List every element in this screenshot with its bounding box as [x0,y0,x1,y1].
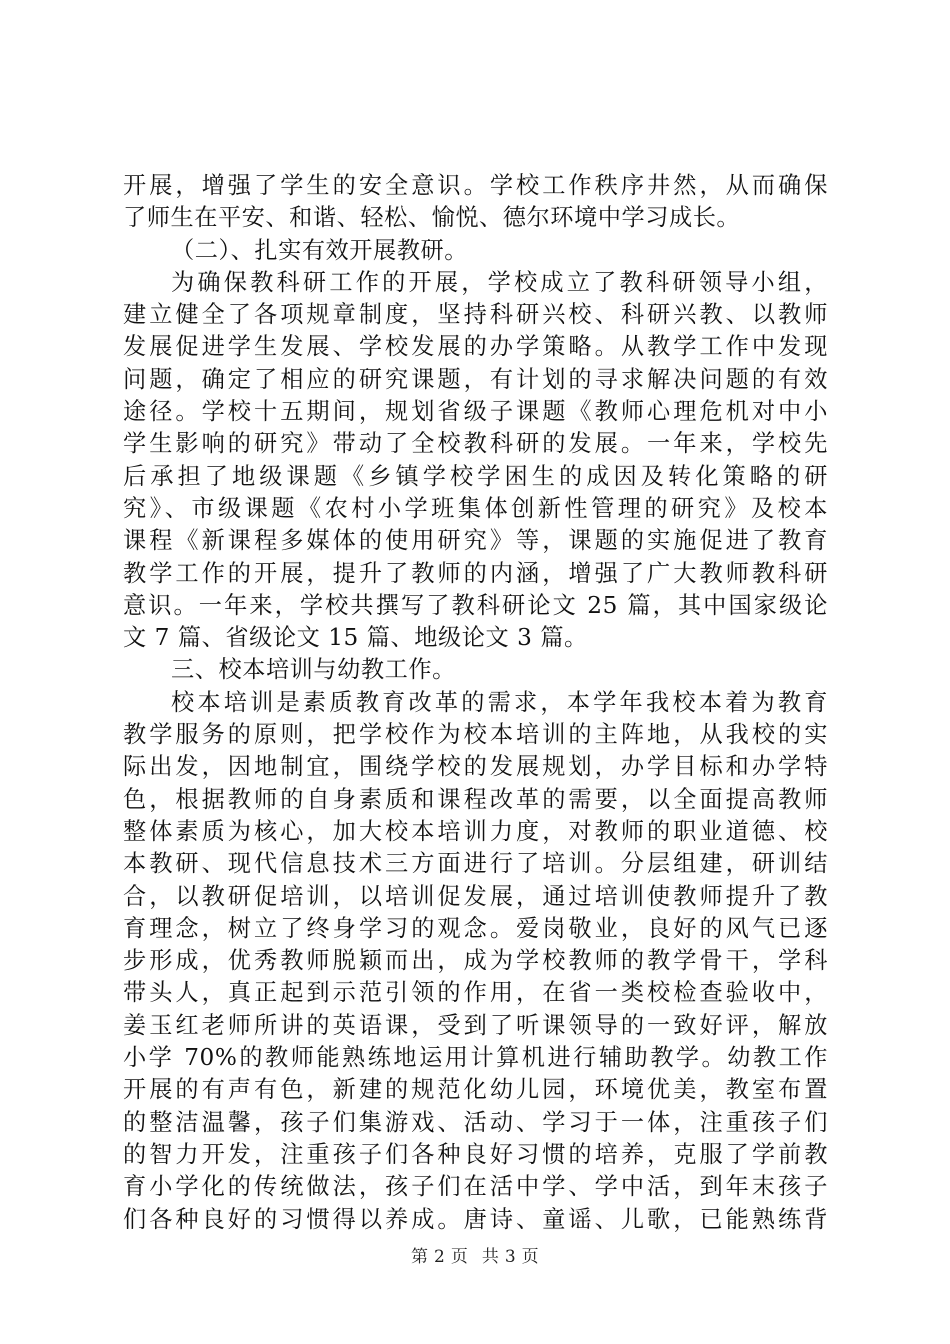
text-line: 整体素质为核心，加大校本培训力度，对教师的职业道德、校 [123,817,828,845]
text-line: 为确保教科研工作的开展，学校成立了教科研领导小组， [171,268,828,296]
text-line: 三、校本培训与幼教工作。 [171,656,456,684]
text-line: 际出发，因地制宜，围绕学校的发展规划，办学目标和办学特 [123,753,828,781]
text-line: 教学服务的原则，把学校作为校本培训的主阵地，从我校的实 [123,721,828,749]
page-number: 第 2 页 [411,1247,469,1267]
text-line: 问题，确定了相应的研究课题，有计划的寻求解决问题的有效 [123,365,828,393]
text-line: 了师生在平安、和谐、轻松、愉悦、德尔环境中学习成长。 [123,204,741,232]
document-body [123,170,828,1236]
text-line: 教学工作的开展，提升了教师的内涵，增强了广大教师教科研 [123,559,828,587]
text-line: 意识。一年来，学校共撰写了教科研论文 25 篇，其中国家级论 [123,591,828,619]
text-line: 课程《新课程多媒体的使用研究》等，课题的实施促进了教育 [123,527,828,555]
text-line: 的整洁温馨，孩子们集游戏、活动、学习于一体，注重孩子们 [123,1108,828,1136]
text-line: 开展的有声有色，新建的规范化幼儿园，环境优美，教室布置 [123,1076,828,1104]
text-line: 建立健全了各项规章制度，坚持科研兴校、科研兴教、以教师 [123,301,828,329]
text-line: 姜玉红老师所讲的英语课，受到了听课领导的一致好评，解放 [123,1011,828,1039]
text-line: 小学 70%的教师能熟练地运用计算机进行辅助教学。幼教工作 [123,1044,828,1072]
text-line: 开展，增强了学生的安全意识。学校工作秩序井然，从而确保 [123,172,828,199]
text-line: 步形成，优秀教师脱颖而出，成为学校教师的教学骨干，学科 [123,947,828,975]
text-line: 的智力开发，注重孩子们各种良好习惯的培养，克服了学前教 [123,1140,828,1168]
text-line: 校本培训是素质教育改革的需求，本学年我校本着为教育 [171,688,828,716]
text-line: （二）、扎实有效开展教研。 [171,236,468,264]
text-line: 合，以教研促培训，以培训促发展，通过培训使教师提升了教 [123,882,828,910]
text-line: 发展促进学生发展、学校发展的办学策略。从教学工作中发现 [123,333,828,361]
text-line: 带头人，真正起到示范引领的作用，在省一类校检查验收中， [123,979,828,1007]
page-total: 共 3 页 [481,1247,539,1267]
text-line: 育小学化的传统做法，孩子们在活中学、学中活，到年末孩子 [123,1173,828,1201]
text-line: 途径。学校十五期间，规划省级子课题《教师心理危机对中小 [123,398,828,426]
text-line: 育理念，树立了终身学习的观念。爱岗敬业，良好的风气已逐 [123,914,828,942]
text-line: 本教研、现代信息技术三方面进行了培训。分层组建，研训结 [123,850,828,878]
text-line: 文 7 篇、省级论文 15 篇、地级论文 3 篇。 [123,624,588,652]
text-line: 后承担了地级课题《乡镇学校学困生的成因及转化策略的研 [123,462,828,490]
text-line: 们各种良好的习惯得以养成。唐诗、童谣、儿歌，已能熟练背 [123,1205,828,1233]
text-line: 色，根据教师的自身素质和课程改革的需要，以全面提高教师 [123,785,828,813]
page-footer [0,1242,950,1267]
text-line: 学生影响的研究》带动了全校教科研的发展。一年来，学校先 [123,430,828,458]
text-line: 究》、市级课题《农村小学班集体创新性管理的研究》及校本 [123,494,828,522]
